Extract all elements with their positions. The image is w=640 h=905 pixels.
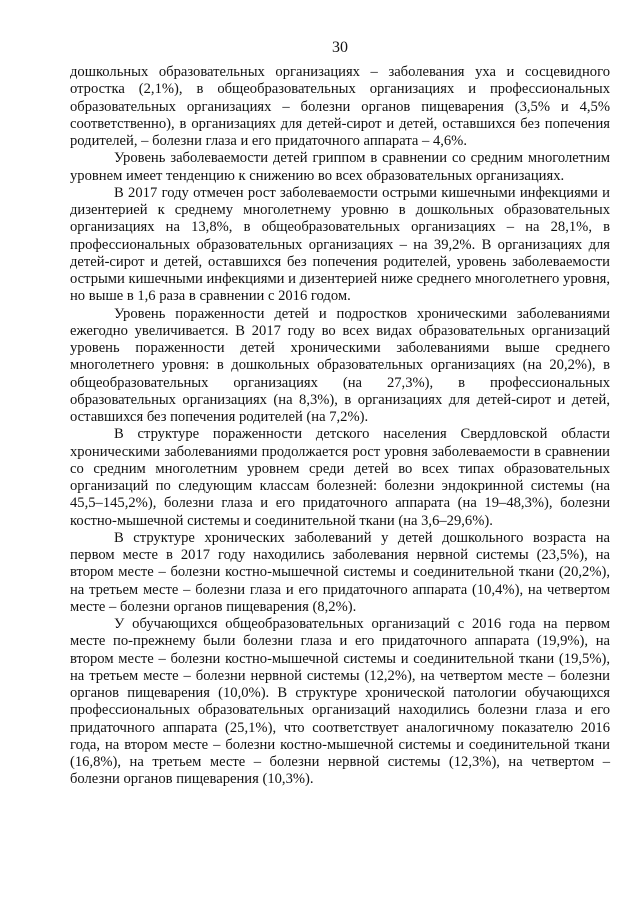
paragraph-3: В 2017 году отмечен рост заболеваемости острыми кишечными инфекциями и дизентерией к среднему многолетнему уровню в дошкольных образовательных организациях на 13,8%, в общеобразовательных организациях – на 28,1%, в профессиональных образовательных организациях – на 39,2%. В организациях для детей-сирот и детей, оставшихся без попечения родителей, уровень заболеваемости острыми кишечными инфекциями и дизентерией ниже среднего многолетнего уровня, но выше в 1,6 раза в сравнении с 2016 годом. [70, 184, 610, 305]
paragraph-2: Уровень заболеваемости детей гриппом в сравнении со средним многолетним уровнем имеет тенденцию к снижению во всех образовательных организациях. [70, 150, 610, 184]
page-number: 30 [332, 39, 348, 56]
paragraph-1: дошкольных образовательных организациях – заболевания уха и сосцевидного отростка (2,1%), в общеобразовательных организациях и профессиональных образовательных организациях – болезни органов пищеварения (3,5% и 4,5% соответственно), в организациях для детей-сирот и детей, оставшихся без попечения родителей, – болезни глаза и его придаточного аппарата – 4,6%. [70, 64, 610, 149]
document-page [70, 38, 610, 789]
paragraph-7: У обучающихся общеобразовательных организаций с 2016 года на первом месте по-прежнему были болезни глаза и его придаточного аппарата (19,9%), на втором месте – болезни костно-мышечной системы и соединительной ткани (19,5%), на третьем месте – болезни нервной системы (12,2%), на четвертом месте – болезни органов пищеварения (10,0%). В структуре хронической патологии обучающихся профессиональных образовательных организаций находились болезни глаза и его придаточного аппарата (25,1%), что соответствует аналогичному показателю 2016 года, на втором месте – болезни костно-мышечной системы и соединительной ткани (16,8%), на третьем месте – болезни нервной системы (12,3%), на четвертом – болезни органов пищеварения (10,3%). [70, 616, 610, 788]
paragraph-5: В структуре пораженности детского населения Свердловской области хроническими заболеваниями продолжается рост уровня заболеваемости в сравнении со средним многолетним уровнем среди детей во всех типах образовательных организаций по следующим классам болезней: болезни эндокринной системы (на 45,5–145,2%), болезни глаза и его придаточного аппарата (на 19–48,3%), болезни костно-мышечной системы и соединительной ткани (на 3,6–29,6%). [70, 426, 610, 529]
paragraph-4: Уровень пораженности детей и подростков хроническими заболеваниями ежегодно увеличивается. В 2017 году во всех видах образовательных организаций уровень пораженности детей хроническими заболеваниями выше среднего многолетнего уровня: в дошкольных образовательных организациях (на 20,2%), в общеобразовательных организациях (на 27,3%), в профессиональных образовательных организациях (на 8,3%), в организациях для детей-сирот и детей, оставшихся без попечения родителей (на 7,2%). [70, 305, 610, 425]
paragraph-6: В структуре хронических заболеваний у детей дошкольного возраста на первом месте в 2017 году находились заболевания нервной системы (23,5%), на втором месте – болезни костно-мышечной системы и соединительной ткани (20,2%), на третьем месте – болезни глаза и его придаточного аппарата (10,4%), на четвертом месте – болезни органов пищеварения (8,2%). [70, 529, 610, 615]
